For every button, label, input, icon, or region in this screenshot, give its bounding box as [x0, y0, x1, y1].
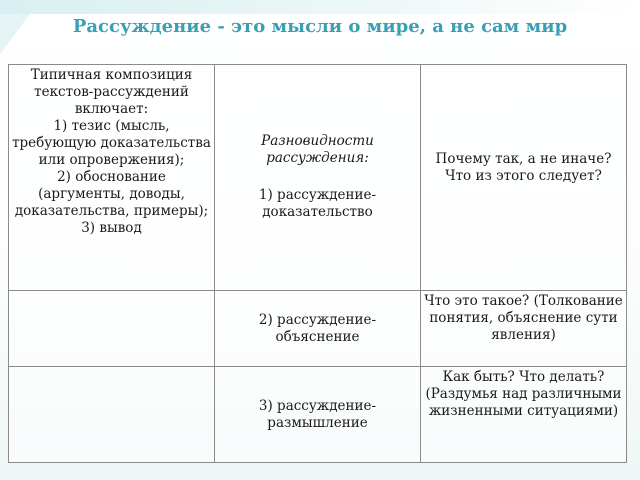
type-proof: 1) рассуждение-доказательство [258, 187, 377, 220]
question-why: Почему так, а не иначе? [435, 151, 612, 167]
reasoning-table [8, 64, 627, 463]
types-cell-1 [215, 65, 421, 291]
reasoning-table-container [8, 64, 627, 463]
composition-argument: 2) обоснование (аргументы, доводы, доказательства, примеры); [14, 169, 209, 219]
corner-decoration [0, 14, 30, 54]
types-cell-2 [215, 291, 421, 367]
empty-cell [9, 291, 215, 367]
question-what: Что это такое? (Толкование понятия, объяснение сути явления) [424, 293, 623, 343]
empty-cell [9, 367, 215, 463]
question-how: Как быть? Что делать? (Раздумья над различными жизненными ситуациями) [425, 369, 622, 419]
spacer [218, 167, 417, 187]
question-consequence: Что из этого следует? [445, 168, 602, 184]
slide-title: Рассуждение - это мысли о мире, а не сам мир [72, 16, 568, 37]
table-row [9, 65, 627, 291]
types-heading: Разновидности рассуждения: [261, 133, 374, 166]
table-row [9, 367, 627, 463]
question-cell-1 [421, 65, 627, 291]
question-cell-2 [421, 291, 627, 367]
composition-intro: Типичная композиция текстов-рассуждений включает: [30, 67, 193, 117]
table-row [9, 291, 627, 367]
type-reflection: 3) рассуждение-размышление [258, 397, 377, 431]
types-cell-3 [215, 367, 421, 463]
composition-conclusion: 3) вывод [81, 220, 142, 236]
question-cell-3 [421, 367, 627, 463]
composition-thesis: 1) тезис (мысль, требующую доказательства или опровержения); [12, 118, 211, 168]
top-accent-bar [0, 0, 640, 14]
type-explanation: 2) рассуждение-объяснение [258, 311, 377, 345]
composition-cell [9, 65, 215, 291]
